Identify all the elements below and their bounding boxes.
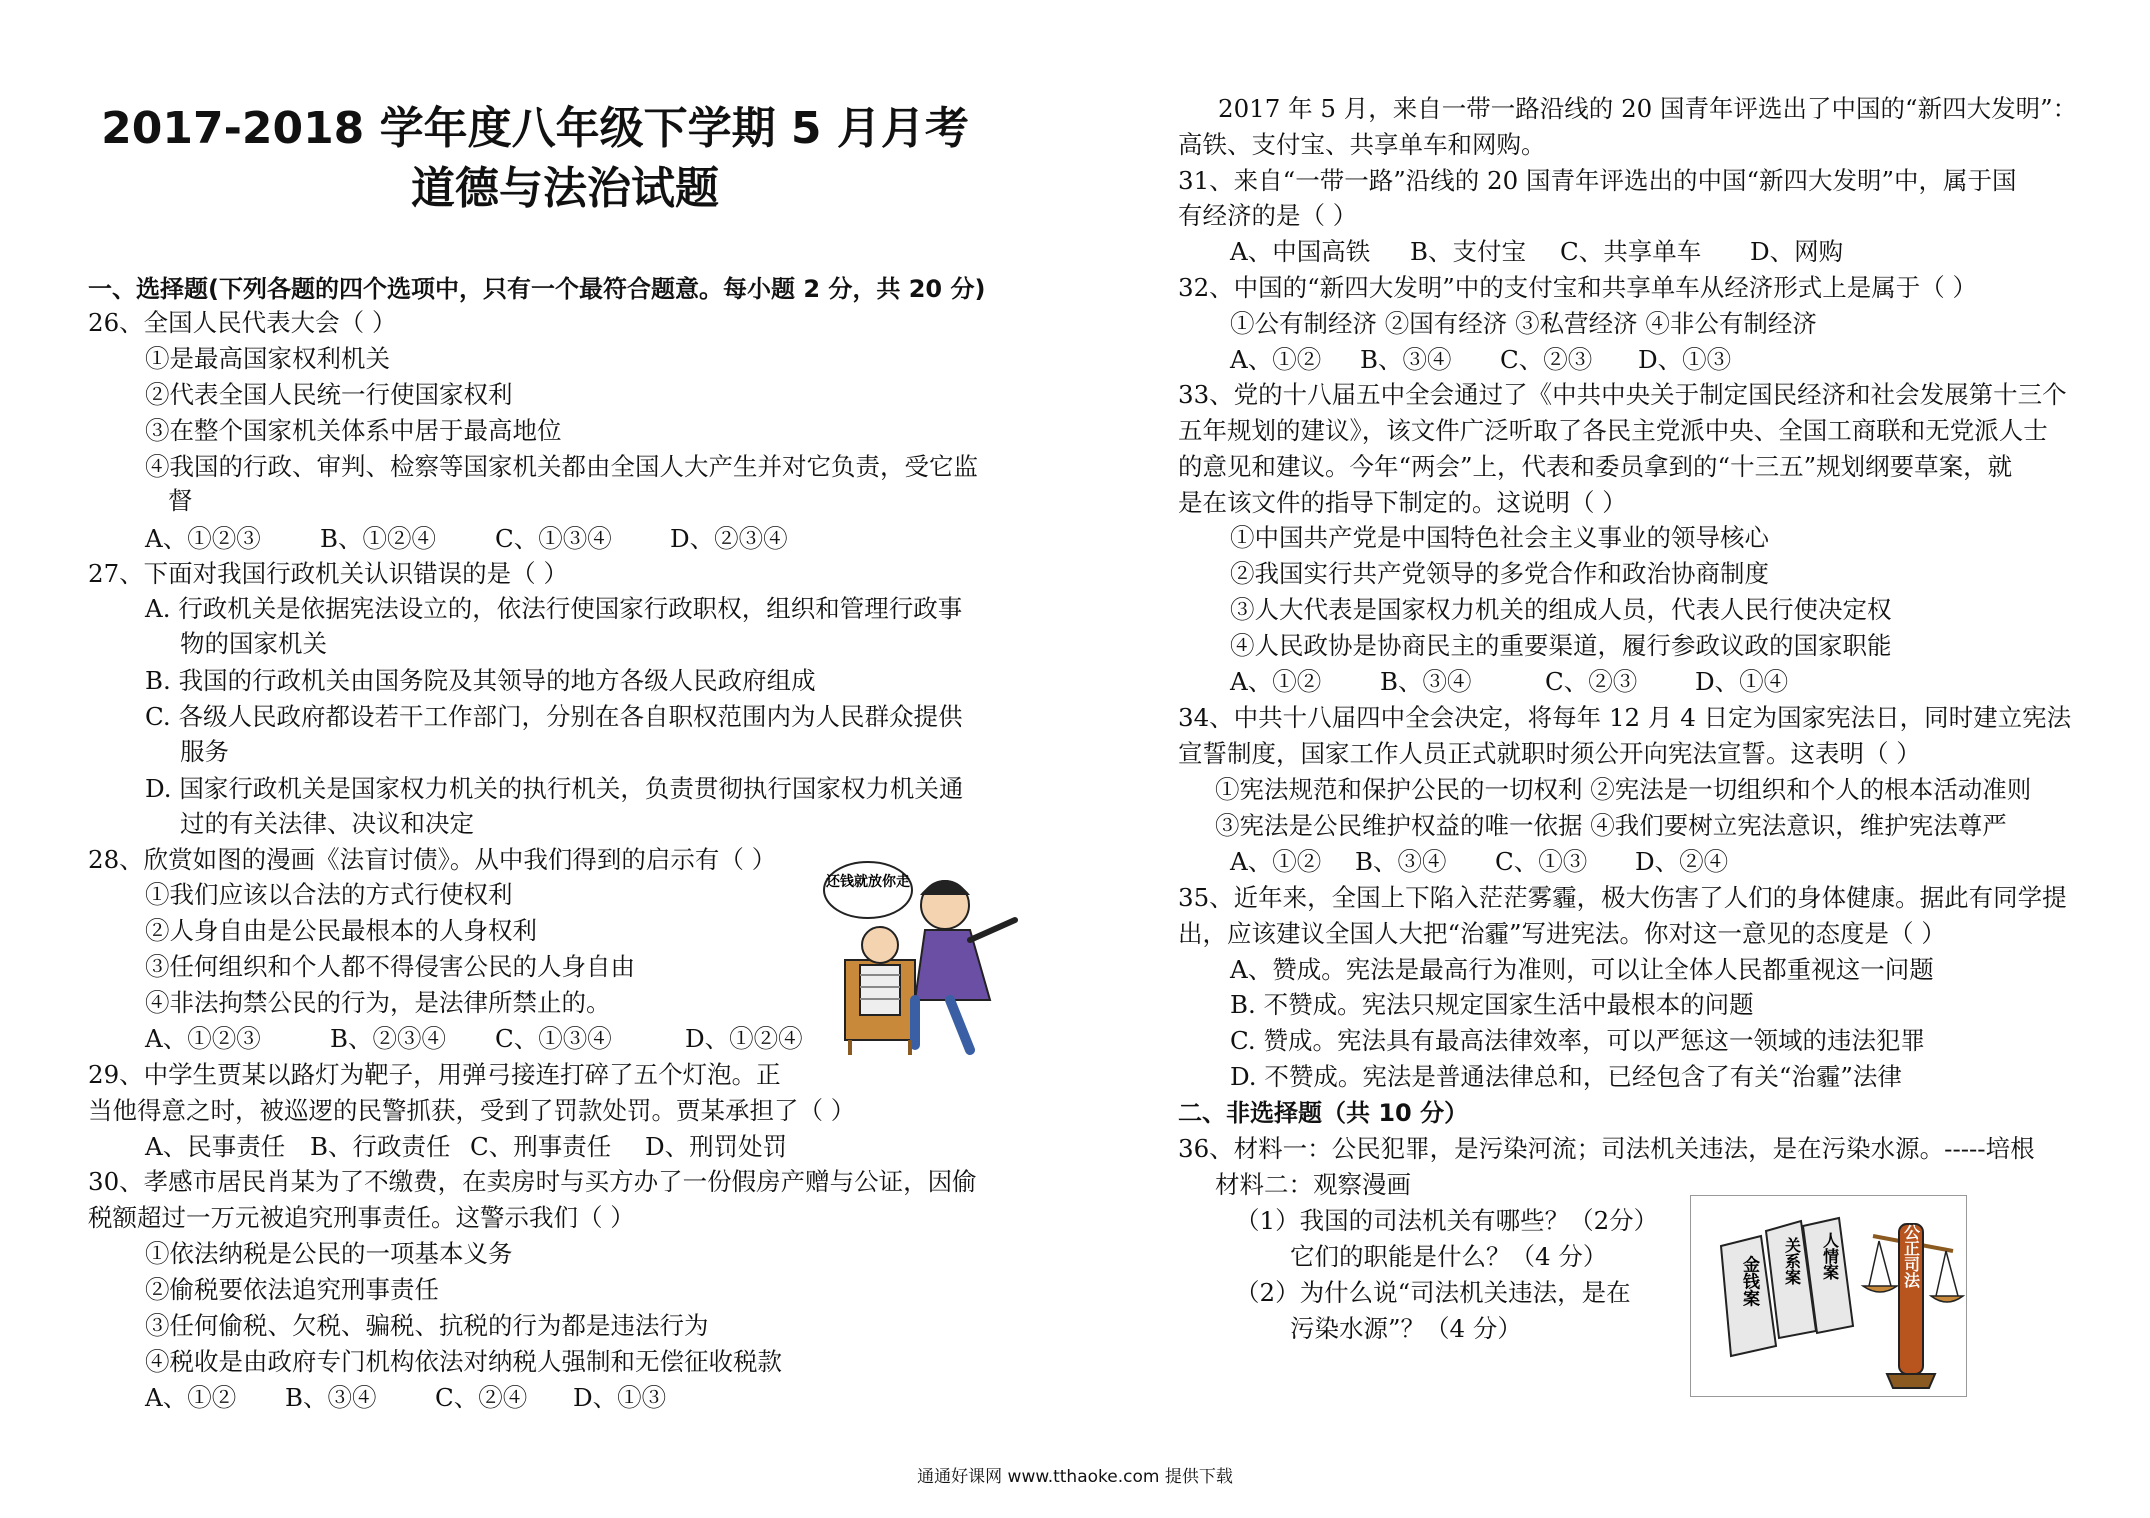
q29-option-a[interactable]: A、民事责任 (145, 1132, 286, 1161)
q32-option-d[interactable]: D、①③ (1638, 345, 1732, 374)
q27-option-d[interactable]: D. 国家行政机关是国家权力机关的执行机关，负责贯彻执行国家权力机关通 (145, 774, 964, 803)
q31-stem-line2: 有经济的是（ ） (1178, 201, 1358, 230)
q32-options (1230, 343, 1731, 377)
q36-cartoon-image (1690, 1195, 1967, 1397)
q27-option-a[interactable]: A. 行政机关是依据宪法设立的，依法行使国家行政职权，组织和管理行政事 (145, 594, 963, 623)
q28-cartoon-image (820, 850, 1025, 1060)
q28-statement-2: ②人身自由是公民最根本的人身权利 (145, 916, 537, 945)
q33-statement-4: ④人民政协是协商民主的重要渠道，履行参政议政的国家职能 (1230, 631, 1892, 660)
q26-statement-2: ②代表全国人民统一行使国家权利 (145, 380, 513, 409)
q33-statement-1: ①中国共产党是中国特色社会主义事业的领导核心 (1230, 523, 1769, 552)
q32-option-a[interactable]: A、①② (1230, 345, 1322, 374)
q28-option-c[interactable]: C、①③④ (495, 1024, 612, 1053)
intro-line2: 高铁、支付宝、共享单车和网购。 (1178, 130, 1546, 159)
q29-option-b[interactable]: B、行政责任 (310, 1132, 451, 1161)
q36-part2-line1: （2）为什么说“司法机关违法，是在 (1235, 1278, 1631, 1307)
q31-options (1230, 235, 1843, 269)
q26-statement-4-cont: 督 (168, 486, 193, 515)
q26-option-d[interactable]: D、②③④ (670, 524, 788, 553)
q26-option-a[interactable]: A、①②③ (145, 524, 261, 553)
q30-statement-4: ④税收是由政府专门机构依法对纳税人强制和无偿征收税款 (145, 1347, 782, 1376)
q32-stem: 32、中国的“新四大发明”中的支付宝和共享单车从经济形式上是属于（ ） (1178, 273, 1978, 302)
cartoon-justice-illustration (1691, 1196, 1966, 1396)
cartoon-debt-illustration (820, 850, 1025, 1060)
q26-statement-1: ①是最高国家权利机关 (145, 344, 390, 373)
q27-stem: 27、下面对我国行政机关认识错误的是（ ） (88, 559, 568, 588)
q34-option-d[interactable]: D、②④ (1635, 847, 1729, 876)
q34-option-a[interactable]: A、①② (1230, 847, 1322, 876)
q29-stem-line2: 当他得意之时，被巡逻的民警抓获，受到了罚款处罚。贾某承担了（ ） (88, 1096, 856, 1125)
q26-statement-3: ③在整个国家机关体系中居于最高地位 (145, 416, 562, 445)
q33-options (1230, 665, 1788, 699)
q28-option-d[interactable]: D、①②④ (685, 1024, 803, 1053)
q28-options (145, 1022, 803, 1056)
q35-option-c[interactable]: C. 赞成。宪法具有最高法律效率，可以严惩这一领域的违法犯罪 (1230, 1026, 1925, 1055)
coffin-money-case (1721, 1236, 1776, 1356)
q32-option-b[interactable]: B、③④ (1360, 345, 1452, 374)
q29-options (145, 1130, 787, 1164)
q33-option-d[interactable]: D、①④ (1695, 667, 1789, 696)
q31-option-c[interactable]: C、共享单车 (1560, 237, 1702, 266)
q36-part1-line1: （1）我国的司法机关有哪些？（2分） (1235, 1206, 1659, 1235)
q27-option-c-cont: 服务 (180, 737, 229, 766)
q34-stem-line2: 宣誓制度，国家工作人员正式就职时须公开向宪法宣誓。这表明（ ） (1178, 739, 1921, 768)
q30-option-b[interactable]: B、③④ (285, 1383, 377, 1412)
q28-statement-3: ③任何组织和个人都不得侵害公民的人身自由 (145, 952, 635, 981)
q28-statement-4: ④非法拘禁公民的行为，是法律所禁止的。 (145, 988, 611, 1017)
q35-option-d[interactable]: D. 不赞成。宪法是普通法律总和，已经包含了有关“治霾”法律 (1230, 1062, 1902, 1091)
section-2-heading: 二、非选择题（共 10 分） (1178, 1099, 1469, 1127)
q34-option-b[interactable]: B、③④ (1355, 847, 1447, 876)
q30-option-c[interactable]: C、②④ (435, 1383, 528, 1412)
tag-relation-case: 关系案 (1782, 1237, 1802, 1285)
q36-part2-line2: 污染水源”？（4 分） (1290, 1314, 1522, 1343)
q35-stem-line1: 35、近年来，全国上下陷入茫茫雾霾，极大伤害了人们的身体健康。据此有同学提 (1178, 883, 2067, 912)
q35-option-a[interactable]: A、赞成。宪法是最高行为准则，可以让全体人民都重视这一问题 (1230, 955, 1934, 984)
q27-option-d-cont: 过的有关法律、决议和决定 (180, 809, 474, 838)
q31-stem-line1: 31、来自“一带一路”沿线的 20 国青年评选出的中国“新四大发明”中，属于国 (1178, 166, 2017, 195)
q30-option-d[interactable]: D、①③ (573, 1383, 667, 1412)
q30-statement-1: ①依法纳税是公民的一项基本义务 (145, 1239, 513, 1268)
section-1-heading: 一、选择题(下列各题的四个选项中，只有一个最符合题意。每小题 2 分，共 20 分) (88, 275, 986, 303)
q31-option-d[interactable]: D、网购 (1750, 237, 1844, 266)
q34-option-c[interactable]: C、①③ (1495, 847, 1588, 876)
q31-option-b[interactable]: B、支付宝 (1410, 237, 1527, 266)
q33-stem-line3: 的意见和建议。今年“两会”上，代表和委员拿到的“十三五”规划纲要草案，就 (1178, 452, 2013, 481)
q30-statement-2: ②偷税要依法追究刑事责任 (145, 1275, 439, 1304)
q34-statements-1-2: ①宪法规范和保护公民的一切权利 ②宪法是一切组织和个人的根本活动准则 (1215, 775, 2032, 804)
q29-option-d[interactable]: D、刑罚处罚 (645, 1132, 788, 1161)
q33-stem-line4: 是在该文件的指导下制定的。这说明（ ） (1178, 488, 1627, 517)
q29-stem-line1: 29、中学生贾某以路灯为靶子，用弹弓接连打碎了五个灯泡。正 (88, 1060, 781, 1089)
q26-statement-4: ④我国的行政、审判、检察等国家机关都由全国人大产生并对它负责，受它监 (145, 452, 978, 481)
tag-money-case: 金钱案 (1739, 1255, 1759, 1307)
q33-statement-3: ③人大代表是国家权力机关的组成人员，代表人民行使决定权 (1230, 595, 1892, 624)
exam-title-line2: 道德与法治试题 (411, 163, 719, 214)
q27-option-b[interactable]: B. 我国的行政机关由国务院及其领导的地方各级人民政府组成 (145, 666, 816, 695)
scales-of-justice (1863, 1224, 1963, 1388)
tag-fair-justice: 公正司法 (1901, 1224, 1921, 1288)
q27-option-c[interactable]: C. 各级人民政府都设若干工作部门，分别在各自职权范围内为人民群众提供 (145, 702, 963, 731)
q29-option-c[interactable]: C、刑事责任 (470, 1132, 612, 1161)
q28-stem: 28、欣赏如图的漫画《法盲讨债》。从中我们得到的启示有（ ） (88, 845, 777, 874)
exam-title-line1: 2017-2018 学年度八年级下学期 5 月月考 (101, 103, 969, 154)
q36-material-1: 36、材料一：公民犯罪，是污染河流；司法机关违法，是在污染水源。-----培根 (1178, 1134, 2035, 1163)
page-footer: 通通好课网 www.tthaoke.com 提供下载 (917, 1467, 1233, 1487)
q30-stem-line1: 30、孝感市居民肖某为了不缴费，在卖房时与买方办了一份假房产赠与公证，因偷 (88, 1167, 977, 1196)
q33-option-a[interactable]: A、①② (1230, 667, 1322, 696)
cartoon-bubble-text: 还钱就放你走 (826, 874, 910, 890)
q34-options (1230, 845, 1728, 879)
q33-stem-line1: 33、党的十八届五中全会通过了《中共中央关于制定国民经济和社会发展第十三个 (1178, 380, 2067, 409)
q27-option-a-cont: 物的国家机关 (180, 629, 327, 658)
q32-option-c[interactable]: C、②③ (1500, 345, 1593, 374)
q30-option-a[interactable]: A、①② (145, 1383, 237, 1412)
q35-stem-line2: 出，应该建议全国人大把“治霾”写进宪法。你对这一意见的态度是（ ） (1178, 919, 1946, 948)
q32-statements: ①公有制经济 ②国有经济 ③私营经济 ④非公有制经济 (1230, 309, 1817, 338)
q30-stem-line2: 税额超过一万元被追究刑事责任。这警示我们（ ） (88, 1203, 635, 1232)
q35-option-b[interactable]: B. 不赞成。宪法只规定国家生活中最根本的问题 (1230, 990, 1754, 1019)
q30-options (145, 1381, 666, 1415)
q30-statement-3: ③任何偷税、欠税、骗税、抗税的行为都是违法行为 (145, 1311, 709, 1340)
intro-line1: 2017 年 5 月，来自一带一路沿线的 20 国青年评选出了中国的“新四大发明”： (1218, 94, 2078, 123)
q31-option-a[interactable]: A、中国高铁 (1230, 237, 1371, 266)
q33-option-b[interactable]: B、③④ (1380, 667, 1472, 696)
q28-option-b[interactable]: B、②③④ (330, 1024, 447, 1053)
q34-stem-line1: 34、中共十八届四中全会决定，将每年 12 月 4 日定为国家宪法日，同时建立宪法 (1178, 703, 2072, 732)
q34-statements-3-4: ③宪法是公民维护权益的唯一依据 ④我们要树立宪法意识，维护宪法尊严 (1215, 811, 2007, 840)
q33-statement-2: ②我国实行共产党领导的多党合作和政治协商制度 (1230, 559, 1769, 588)
q26-options (145, 522, 788, 556)
q33-option-c[interactable]: C、②③ (1545, 667, 1638, 696)
tag-favor-case: 人情案 (1820, 1232, 1840, 1280)
q26-option-c[interactable]: C、①③④ (495, 524, 612, 553)
q28-option-a[interactable]: A、①②③ (145, 1024, 261, 1053)
q28-statement-1: ①我们应该以合法的方式行使权利 (145, 880, 513, 909)
q26-option-b[interactable]: B、①②④ (320, 524, 437, 553)
q36-material-2: 材料二：观察漫画 (1215, 1170, 1411, 1199)
q36-part1-line2: 它们的职能是什么？（4 分） (1290, 1242, 1608, 1271)
q33-stem-line2: 五年规划的建议》，该文件广泛听取了各民主党派中央、全国工商联和无党派人士 (1178, 416, 2048, 445)
q26-stem: 26、全国人民代表大会（ ） (88, 308, 397, 337)
